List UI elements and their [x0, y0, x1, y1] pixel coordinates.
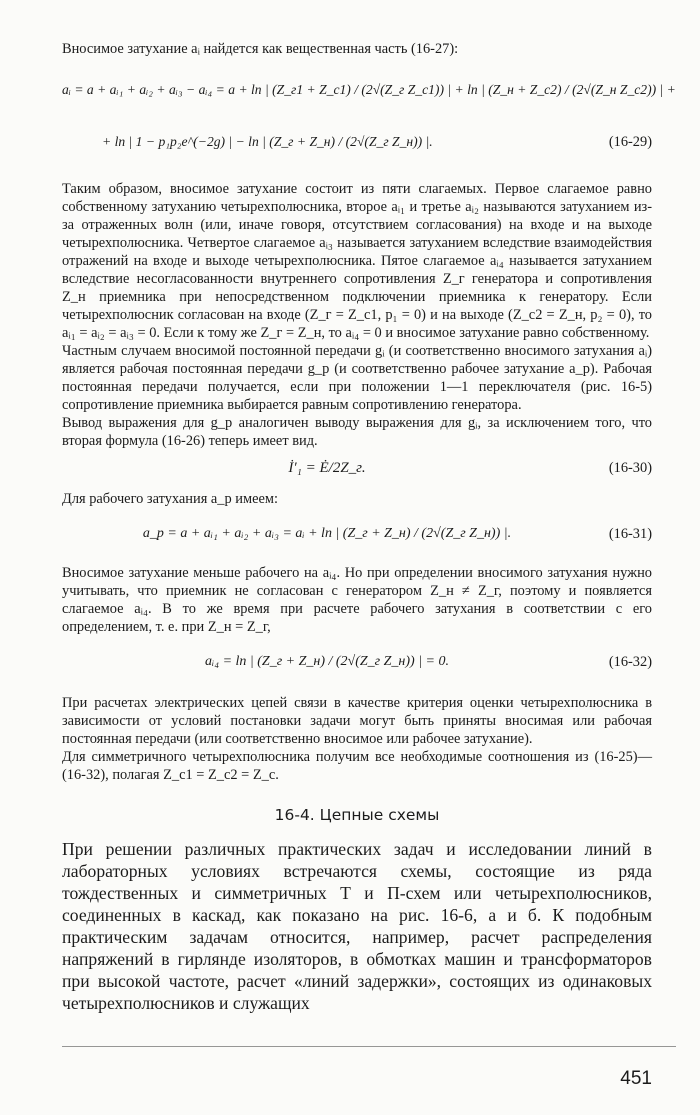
- intro-line: Вносимое затухание aᵢ найдется как вещественная часть (16-27):: [62, 41, 459, 57]
- equation-16-29-number: (16-29): [608, 134, 652, 150]
- equation-16-32-number: (16-32): [608, 654, 652, 670]
- equation-16-29-line1-text: aᵢ = a + aᵢ₁ + aᵢ₂ + aᵢ₃ − aᵢ₄ = a + ln | (Z_г1 + Z_c1) / (2√(Z_г Z_c1)) | + ln | (Z_н + Z_c2) / (2√(Z_н Z_c2)) | +: [62, 82, 676, 97]
- paragraph-comparison: Вносимое затухание меньше рабочего на aᵢ₄. Но при определении вносимого затухания нужно учитывать, что приемник не согласован с генератором Z_н ≠ Z_г, поэтому и появляется слагаемое aᵢ₄. В то же время при расчете рабочего затухания в соответствии с его определением, т. е. при Z_н = Z_г,: [62, 565, 652, 635]
- equation-16-31: [62, 516, 652, 556]
- paragraph-working-attenuation: Для рабочего затухания a_р имеем:: [62, 491, 278, 507]
- equation-16-32: [62, 644, 652, 686]
- paragraph-summary: Таким образом, вносимое затухание состоит из пяти слагаемых. Первое слагаемое равно собственному затуханию четырехполюсника, второе aᵢ₁ и третье aᵢ₂ называются затуханием из-за отраженных волн (или, иначе говоря, отсутствием согласования) на входе и на выходе четырехполюсника. Четвертое слагаемое aᵢ₃ называется затуханием вследствие взаимодействия отражений на входе и выходе четырехполюсника. Пятое слагаемое aᵢ₄ называется затуханием вследствие несогласованности внутреннего сопротивления Z_г генератора и сопротивления Z_н приемника при непосредственном подключении приемника к генератору. Если четырехполюсник согласован на входе (Z_г = Z_c1, p₁ = 0) и на выходе (Z_c2 = Z_н, p₂ = 0), то aᵢ₁ = aᵢ₂ = aᵢ₃ = 0. Если к тому же Z_г = Z_н, то aᵢ₄ = 0 и вносимое затухание равно собственному.: [62, 181, 652, 341]
- page-number: 451: [620, 1068, 652, 1089]
- paragraph-working-gain: Частным случаем вносимой постоянной передачи gᵢ (и соответственно вносимого затухания aᵢ) является рабочая постоянная передачи g_р (и соответственно рабочее затухание a_р). Рабочая постоянная передачи получается, если при положении 1—1 переключателя (рис. 16-5) сопротивление приемника выбирается равным сопротивлению генератора.: [62, 343, 652, 413]
- equation-16-32-text: aᵢ₄ = ln | (Z_г + Z_н) / (2√(Z_г Z_н)) | = 0.: [204, 654, 449, 669]
- equation-16-29-line2: [62, 126, 652, 166]
- equation-16-30-number: (16-30): [608, 460, 652, 476]
- section-heading: 16-4. Цепные схемы: [274, 806, 440, 824]
- equation-16-31-number: (16-31): [608, 526, 652, 542]
- paragraph-symmetric: Для симметричного четырехполюсника получим все необходимые соотношения из (16-25)—(16-32), полагая Z_c1 = Z_c2 = Z_c.: [62, 749, 652, 783]
- equation-16-29-line1: [62, 72, 676, 116]
- bottom-rule: [62, 1046, 676, 1047]
- equation-16-30-text: İ′₁ = Ė/2Z_г.: [288, 460, 366, 476]
- equation-16-31-text: a_р = a + aᵢ₁ + aᵢ₂ + aᵢ₃ = aᵢ + ln | (Z_г + Z_н) / (2√(Z_г Z_н)) |.: [142, 526, 512, 541]
- paragraph-chain-circuits: При решении различных практических задач и исследовании линий в лабораторных условиях встречаются схемы, состоящие из ряда тождественных и симметричных Т и П-схем или четырехполюсников, соединенных в каскад, как показано на рис. 16-6, а и б. К подобным практическим задачам относится, например, расчет распределения напряжений в гирлянде изоляторов, в обмотках машин и трансформаторов при высокой частоте, расчет «линий задержки», состоящих из одинаковых четырехполюсников и служащих: [62, 839, 652, 1013]
- page-body: [62, 26, 676, 1014]
- paragraph-criteria: При расчетах электрических цепей связи в качестве критерия оценки четырехполюсника в зависимости от условий постановки задачи могут быть приняты вносимая или рабочая постоянная передачи (или соответственно вносимое или рабочее затухание).: [62, 695, 652, 747]
- equation-16-30: [62, 456, 652, 484]
- paragraph-derivation: Вывод выражения для g_р аналогичен выводу выражения для gᵢ, за исключением того, что вторая формула (16-26) теперь имеет вид.: [62, 415, 652, 449]
- equation-16-29-line2-text: + ln | 1 − p₁p₂e^(−2g) | − ln | (Z_г + Z_н) / (2√(Z_г Z_н)) |.: [102, 134, 433, 149]
